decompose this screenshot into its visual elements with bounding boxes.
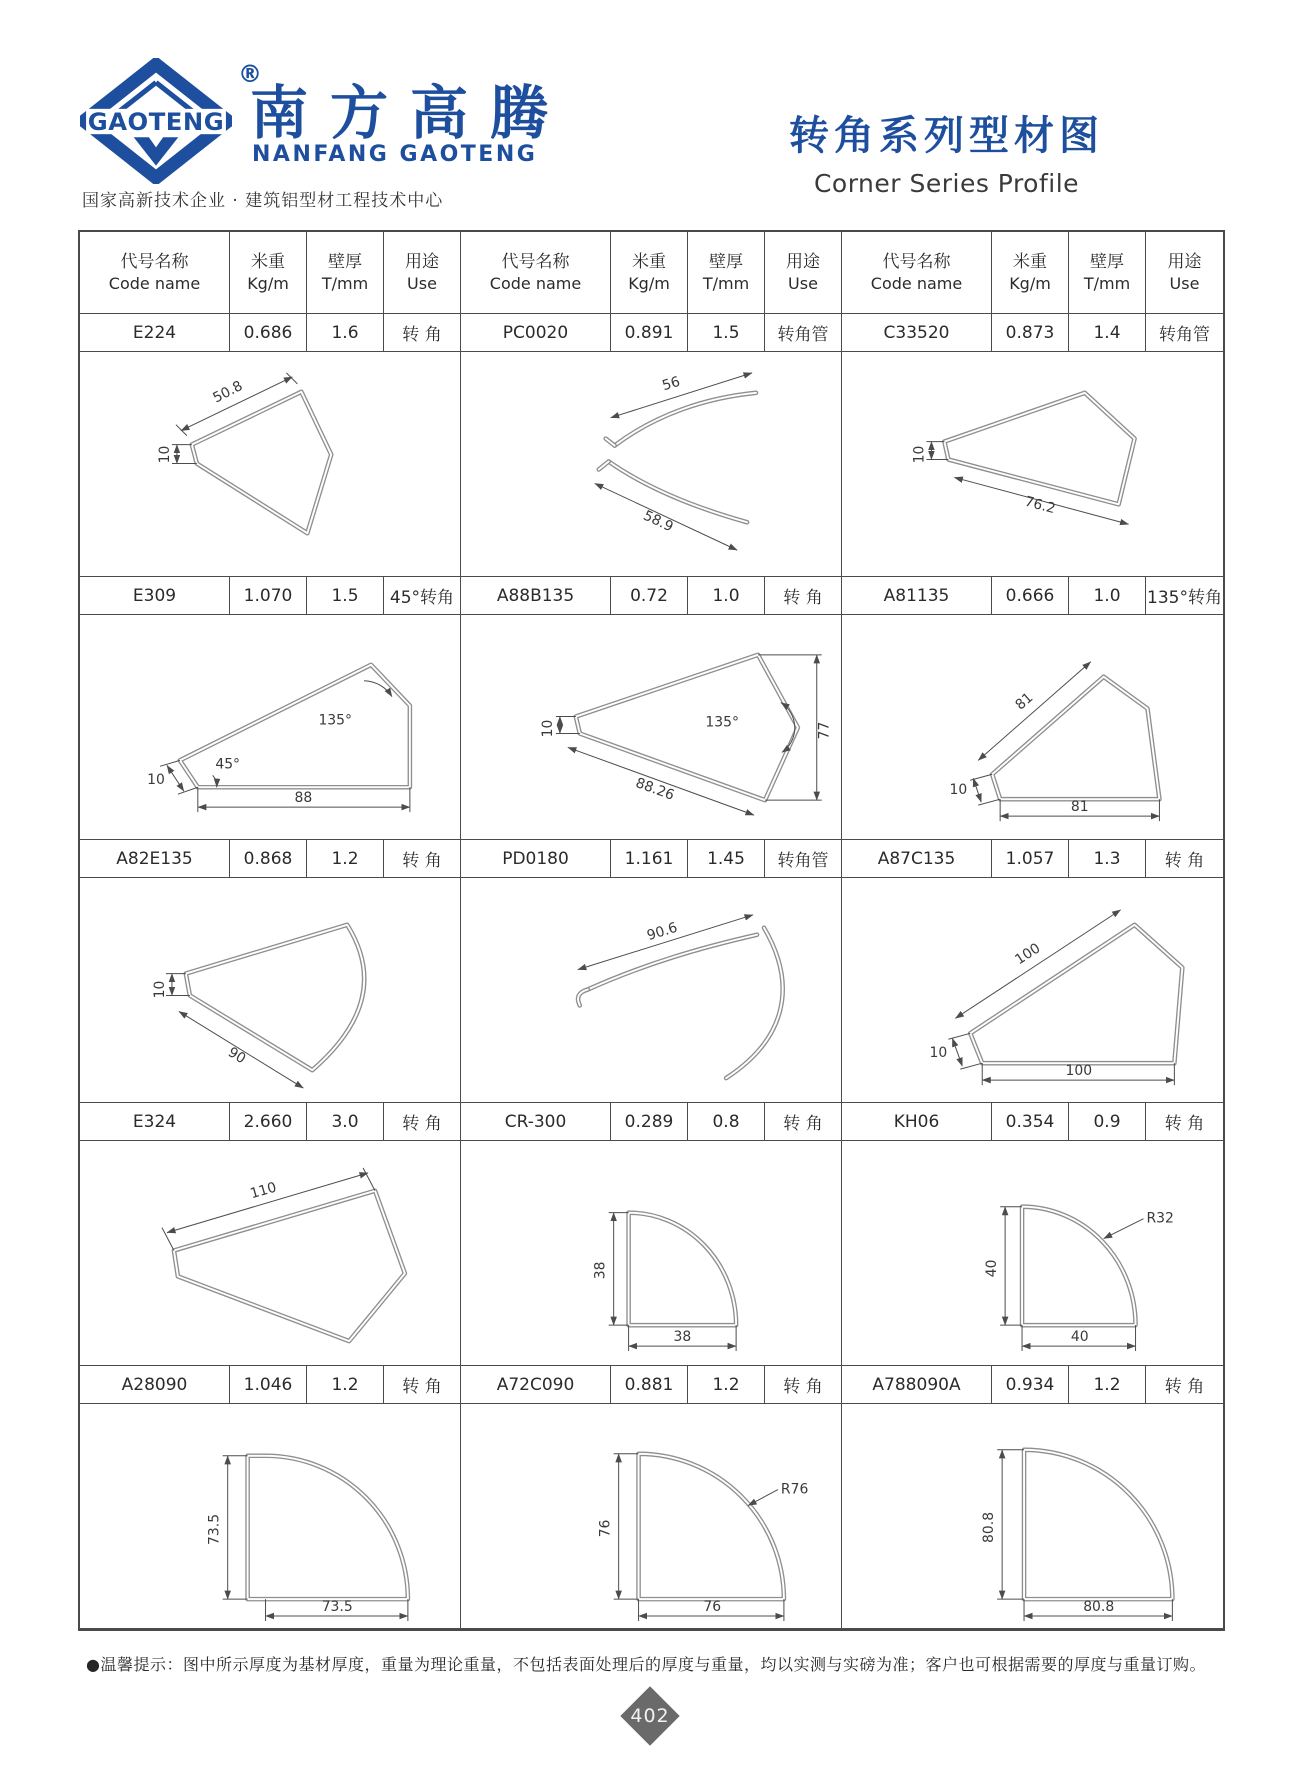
dimension-label: 100 [1065, 1063, 1093, 1080]
profile-weight: 0.891 [611, 314, 688, 352]
dimension-label: 88.26 [633, 775, 677, 804]
brand-name-cn: 南方高腾 [250, 79, 571, 147]
logo-wordmark: GAOTENG [87, 107, 225, 137]
profile-code: A788090A [842, 1366, 992, 1404]
profile-drawing-pd0180 [461, 878, 842, 1103]
profile-drawing-a28090 [80, 1404, 461, 1629]
page-title [789, 104, 1104, 198]
profile-drawing-cr300 [461, 1141, 842, 1366]
header-thickness: 壁厚 T/mm [307, 232, 384, 314]
profile-use: 转 角 [765, 577, 842, 615]
dimension-label: 81 [1012, 689, 1037, 714]
profile-code: E224 [80, 314, 230, 352]
gaoteng-logo [80, 58, 232, 184]
profile-weight: 1.161 [611, 840, 688, 878]
profile-thickness: 3.0 [307, 1103, 384, 1141]
dimension-label: 10 [147, 772, 165, 789]
profile-drawing-c33520 [842, 352, 1223, 577]
dimension-label: 45° [215, 756, 241, 773]
profile-drawing-pc0020 [461, 352, 842, 577]
brand-name-en: NANFANG GAOTENG [252, 142, 538, 167]
profile-code: KH06 [842, 1103, 992, 1141]
dimension-label: 58.9 [640, 507, 676, 536]
header-weight: 米重 Kg/m [611, 232, 688, 314]
dimension-label: 40 [1070, 1329, 1089, 1346]
dimension-label: 38 [592, 1261, 609, 1280]
profile-weight: 1.070 [230, 577, 307, 615]
profile-code: CR-300 [461, 1103, 611, 1141]
profile-weight: 1.046 [230, 1366, 307, 1404]
header-weight: 米重 Kg/m [992, 232, 1069, 314]
profile-thickness: 1.5 [307, 577, 384, 615]
profile-code: A87C135 [842, 840, 992, 878]
profile-weight: 0.686 [230, 314, 307, 352]
footer-note: ●温馨提示：图中所示厚度为基材厚度，重量为理论重量，不包括表面处理后的厚度与重量，均以实测与实磅为准；客户也可根据需要的厚度与重量订购。 [86, 1655, 1206, 1674]
profile-weight: 0.881 [611, 1366, 688, 1404]
profile-thickness: 1.5 [688, 314, 765, 352]
profile-weight: 0.354 [992, 1103, 1069, 1141]
dimension-label: 135° [705, 714, 739, 731]
dimension-label: 76 [597, 1519, 614, 1538]
profile-weight: 0.72 [611, 577, 688, 615]
profile-drawing-e309 [80, 615, 461, 840]
dimension-label: 135° [318, 712, 352, 729]
profile-code: C33520 [842, 314, 992, 352]
profile-thickness: 1.2 [688, 1366, 765, 1404]
profile-thickness: 1.6 [307, 314, 384, 352]
dimension-label: 10 [156, 445, 173, 464]
profile-thickness: 1.3 [1069, 840, 1146, 878]
dimension-label: 10 [539, 719, 556, 738]
profile-thickness: 1.45 [688, 840, 765, 878]
profile-code: E324 [80, 1103, 230, 1141]
profile-thickness: 1.2 [307, 1366, 384, 1404]
header-use: 用途 Use [1146, 232, 1223, 314]
profile-code: E309 [80, 577, 230, 615]
profile-use: 135°转角 [1146, 577, 1223, 615]
profile-use: 转 角 [765, 1366, 842, 1404]
dimension-label: 77 [816, 721, 833, 740]
profile-weight: 0.666 [992, 577, 1069, 615]
profile-code: A88B135 [461, 577, 611, 615]
dimension-label: 90.6 [645, 919, 680, 945]
dimension-label: 76 [703, 1599, 722, 1616]
profile-use: 转 角 [1146, 840, 1223, 878]
profile-thickness: 1.2 [1069, 1366, 1146, 1404]
profile-weight: 0.289 [611, 1103, 688, 1141]
profile-thickness: 1.2 [307, 840, 384, 878]
dimension-label: 90 [225, 1044, 249, 1068]
profile-thickness: 0.8 [688, 1103, 765, 1141]
profile-drawing-a72c090 [461, 1404, 842, 1629]
profile-use: 转角管 [765, 840, 842, 878]
profile-code: PC0020 [461, 314, 611, 352]
profile-code: PD0180 [461, 840, 611, 878]
profile-use: 转角管 [1146, 314, 1223, 352]
profile-use: 转 角 [384, 1103, 461, 1141]
dimension-label: 76.2 [1022, 493, 1058, 518]
profile-thickness: 1.0 [688, 577, 765, 615]
dimension-label: 73.5 [206, 1513, 223, 1545]
profile-use: 转角管 [765, 314, 842, 352]
page-title-cn: 转角系列型材图 [789, 113, 1104, 159]
profile-drawing-a788090a [842, 1404, 1223, 1629]
dimension-label: 73.5 [321, 1599, 353, 1616]
profile-weight: 1.057 [992, 840, 1069, 878]
profile-thickness: 1.0 [1069, 577, 1146, 615]
profile-drawing-a81135 [842, 615, 1223, 840]
profile-weight: 0.934 [992, 1366, 1069, 1404]
header-use: 用途 Use [765, 232, 842, 314]
profile-use: 45°转角 [384, 577, 461, 615]
header-use: 用途 Use [384, 232, 461, 314]
profile-thickness: 0.9 [1069, 1103, 1146, 1141]
profile-use: 转 角 [1146, 1366, 1223, 1404]
dimension-label: 10 [949, 782, 968, 799]
dimension-label: 10 [911, 445, 928, 464]
page-title-en: Corner Series Profile [813, 169, 1080, 198]
profile-table [78, 230, 1225, 1631]
header-thickness: 壁厚 T/mm [688, 232, 765, 314]
profile-use: 转 角 [384, 1366, 461, 1404]
profile-drawing-e224 [80, 352, 461, 577]
registered-trademark: ® [238, 60, 262, 88]
header-code: 代号名称 Code name [842, 232, 992, 314]
profile-weight: 0.868 [230, 840, 307, 878]
profile-code: A81135 [842, 577, 992, 615]
profile-drawing-a88b135 [461, 615, 842, 840]
dimension-label: 40 [984, 1259, 1001, 1278]
profile-code: A82E135 [80, 840, 230, 878]
profile-weight: 2.660 [230, 1103, 307, 1141]
profile-weight: 0.873 [992, 314, 1069, 352]
profile-code: A28090 [80, 1366, 230, 1404]
dimension-label: 38 [673, 1329, 692, 1346]
dimension-label: 50.8 [210, 378, 246, 407]
profile-drawing-a87c135 [842, 878, 1223, 1103]
dimension-label: 81 [1070, 799, 1089, 816]
dimension-label: 110 [248, 1179, 279, 1203]
profile-drawing-kh06 [842, 1141, 1223, 1366]
header-thickness: 壁厚 T/mm [1069, 232, 1146, 314]
dimension-label: 88 [294, 790, 313, 807]
dimension-label: 10 [929, 1045, 948, 1062]
dimension-label: 56 [660, 373, 683, 395]
header-code: 代号名称 Code name [80, 232, 230, 314]
profile-use: 转 角 [1146, 1103, 1223, 1141]
dimension-label: 80.8 [1083, 1599, 1115, 1616]
profile-thickness: 1.4 [1069, 314, 1146, 352]
profile-use: 转 角 [384, 314, 461, 352]
dimension-label: 80.8 [981, 1511, 998, 1543]
header-code: 代号名称 Code name [461, 232, 611, 314]
profile-code: A72C090 [461, 1366, 611, 1404]
dimension-label: R76 [780, 1481, 809, 1498]
dimension-label: 100 [1012, 940, 1044, 969]
profile-drawing-a82e135 [80, 878, 461, 1103]
header-weight: 米重 Kg/m [230, 232, 307, 314]
profile-drawing-e324 [80, 1141, 461, 1366]
profile-use: 转 角 [384, 840, 461, 878]
company-tagline: 国家高新技术企业 · 建筑铝型材工程技术中心 [82, 191, 444, 211]
profile-use: 转 角 [765, 1103, 842, 1141]
dimension-label: R32 [1146, 1210, 1174, 1227]
page-number: 402 [630, 1705, 670, 1727]
dimension-label: 10 [151, 980, 168, 999]
